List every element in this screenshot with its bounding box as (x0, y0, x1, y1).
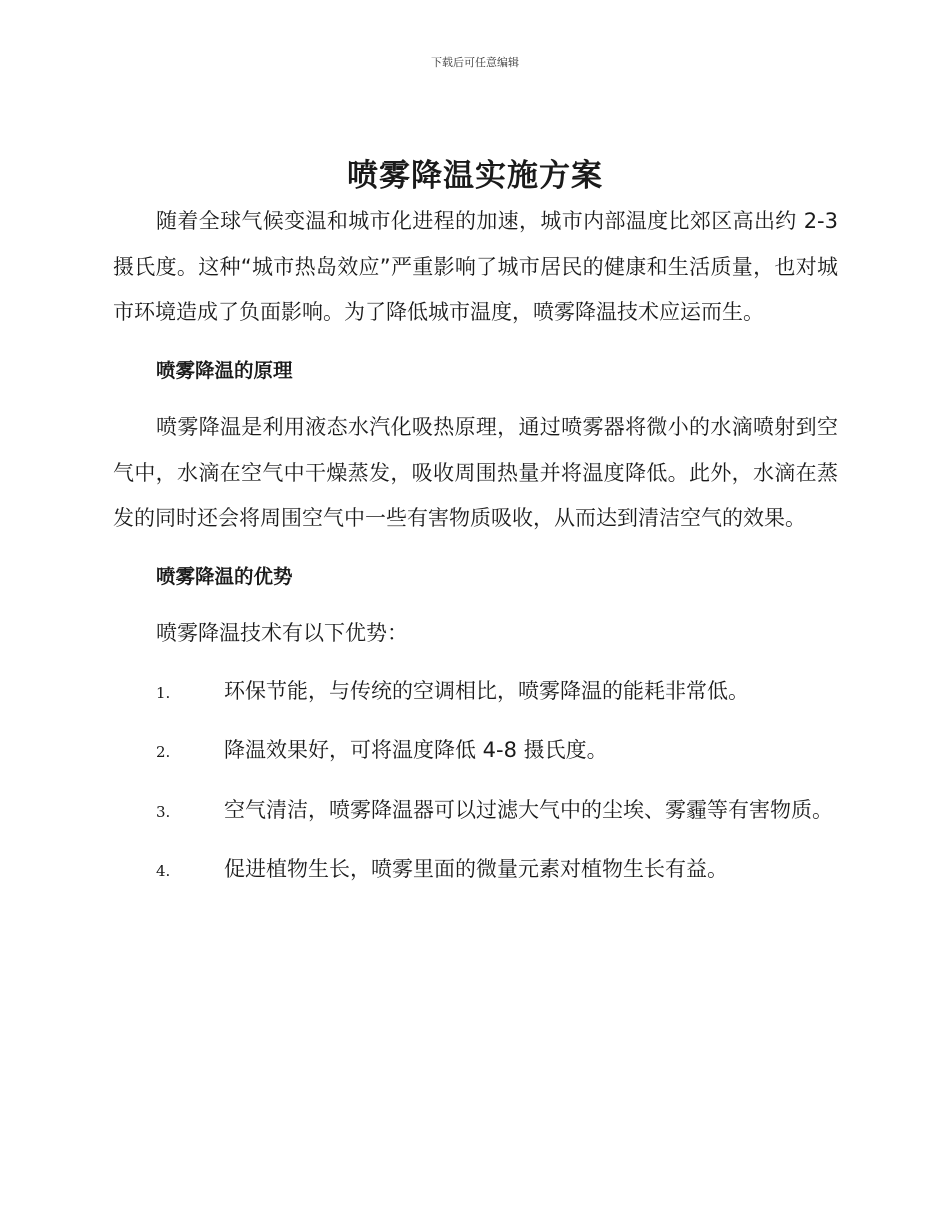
list-number: 4. (156, 862, 171, 880)
list-text: 降温效果好，可将温度降低 4-8 摄氏度。 (224, 738, 608, 762)
list-number: 1. (156, 683, 171, 702)
list-text: 促进植物生长，喷雾里面的微量元素对植物生长有益。 (224, 857, 728, 881)
list-text: 空气清洁，喷雾降温器可以过滤大气中的尘埃、雾霾等有害物质。 (224, 797, 833, 822)
section-heading-advantages: 喷雾降温的优势 (156, 564, 293, 588)
principle-paragraph: 喷雾降温是利用液态水汽化吸热原理，通过喷雾器将微小的水滴喷射到空气中，水滴在空气中干燥蒸发，吸收周围热量并将温度降低。此外，水滴在蒸发的同时还会将周围空气中一些有害物质吸收，从而达到清洁空气的效果。 (113, 415, 838, 530)
document-body (113, 199, 838, 895)
list-item (113, 788, 838, 836)
list-number: 2. (156, 743, 171, 761)
section-heading-principle: 喷雾降温的原理 (156, 358, 293, 382)
advantages-lead: 喷雾降温技术有以下优势： (156, 621, 408, 645)
page-header-note: 下载后可任意编辑 (431, 56, 519, 69)
list-text: 环保节能，与传统的空调相比，喷雾降温的能耗非常低。 (224, 678, 749, 703)
document-title: 喷雾降温实施方案 (347, 158, 603, 194)
list-number: 3. (156, 802, 171, 821)
intro-paragraph: 随着全球气候变温和城市化进程的加速，城市内部温度比郊区高出约 2-3 摄氏度。这种“城市热岛效应”严重影响了城市居民的健康和生活质量，也对城市环境造成了负面影响。为了降低城市温度，喷雾降温技术应运而生。 (113, 209, 838, 324)
list-item (113, 669, 838, 717)
list-item (113, 847, 838, 895)
list-item (113, 728, 838, 776)
